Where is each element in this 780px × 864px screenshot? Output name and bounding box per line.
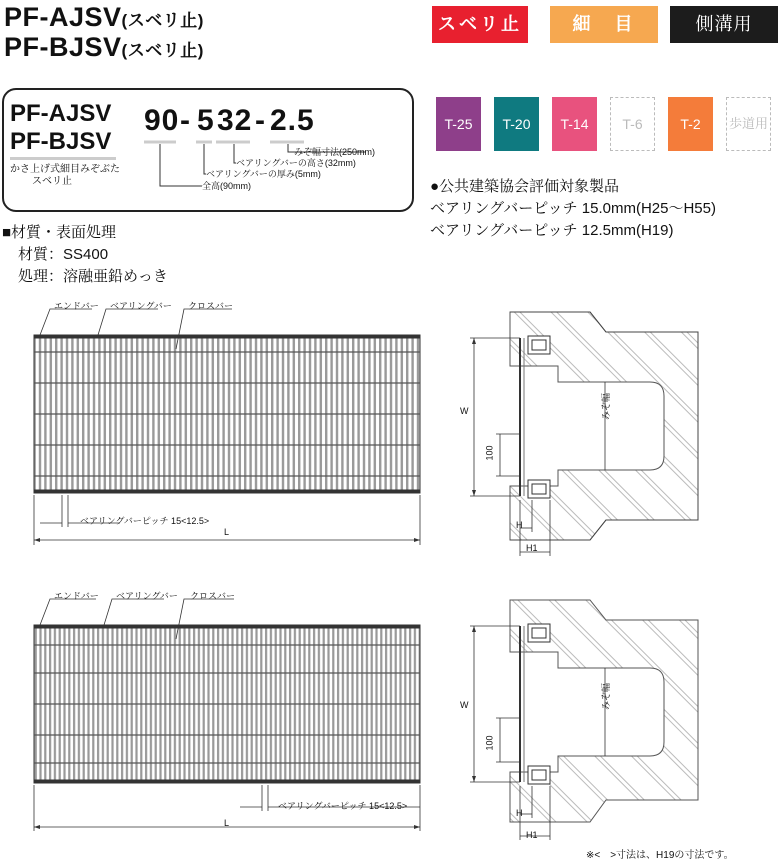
section1-width-label: W — [460, 406, 469, 416]
material-finish: 処理：溶融亜鉛めっき — [18, 268, 168, 285]
plan1-bearing-bar-label: ベアリングバー — [110, 301, 172, 311]
code-label-total: 全高(90mm) — [202, 181, 251, 191]
code-dash-1: - — [180, 104, 191, 137]
info-pitch-15: ベアリングバーピッチ 15.0mm(H25～H55) — [430, 200, 716, 217]
plan-view-2 — [0, 585, 440, 835]
plan-view-1 — [0, 295, 440, 555]
section1-100-label: 100 — [484, 445, 495, 461]
info-certified: ●公共建築協会評価対象製品 — [430, 178, 620, 195]
load-badge-t25: T-25 — [436, 97, 481, 151]
plan1-length-label: L — [224, 527, 230, 537]
plan1-pitch-label: ベアリングバーピッチ 15<12.5> — [80, 516, 210, 526]
material-grade: 材質：SS400 — [18, 246, 109, 263]
plan1-cross-bar-label: クロスバー — [188, 301, 234, 311]
plan2-pitch-label: ベアリングバーピッチ 15<12.5> — [278, 801, 408, 811]
plan2-cross-bar-label: クロスバー — [190, 591, 236, 601]
plan2-end-bar-label: エンドバー — [54, 591, 99, 601]
code-box — [2, 88, 414, 212]
load-badge-t14: T-14 — [552, 97, 597, 151]
section2-100-label: 100 — [484, 735, 495, 751]
load-badge-t20: T-20 — [494, 97, 539, 151]
title-model-a: PF-AJSV — [4, 2, 122, 32]
code-label-width: みぞ幅寸法(250mm) — [294, 147, 376, 157]
title-line-2 — [4, 32, 204, 66]
code-total-height: 90 — [144, 104, 180, 137]
section1-groove-label: みぞ幅 — [601, 392, 612, 421]
section1-h1-label: H1 — [526, 543, 538, 553]
material-heading: ■材質・表面処理 — [2, 224, 117, 241]
section2-width-label: W — [460, 700, 469, 710]
section-view-1 — [440, 300, 780, 568]
code-dash-2: - — [255, 104, 266, 137]
section-view-2 — [440, 590, 780, 848]
section2-groove-label: みぞ幅 — [601, 682, 612, 711]
footnote: ※< >寸法は、H19の寸法です。 — [586, 850, 734, 861]
code-bar-height: 32 — [217, 104, 253, 137]
title-line-1 — [4, 2, 204, 36]
load-badge-sidewalk: 歩道用 — [726, 97, 771, 151]
section1-h-label: H — [516, 520, 523, 530]
code-model-b: PF-BJSV — [10, 128, 112, 155]
title-model-b: PF-BJSV — [4, 32, 122, 62]
code-caption-2: スベリ止 — [32, 176, 72, 187]
plan2-length-label: L — [224, 818, 230, 828]
section2-h-label: H — [516, 808, 523, 818]
info-pitch-125: ベアリングバーピッチ 12.5mm(H19) — [430, 222, 674, 239]
code-label-bar-height: ベアリングバーの高さ(32mm) — [236, 158, 356, 168]
slip-badge: スベリ止 — [432, 6, 528, 43]
section2-h1-label: H1 — [526, 830, 538, 840]
load-badge-t6: T-6 — [610, 97, 655, 151]
title-suffix-b: (スベリ止) — [121, 41, 204, 60]
fine-badge: 細 目 — [550, 6, 658, 43]
code-model-a: PF-AJSV — [10, 100, 112, 127]
code-label-thickness: ベアリングバーの厚み(5mm) — [206, 169, 321, 179]
plan1-end-bar-label: エンドバー — [54, 301, 99, 311]
code-thickness: 5 — [197, 104, 215, 137]
load-badge-t2: T-2 — [668, 97, 713, 151]
code-width: 2.5 — [270, 104, 315, 137]
plan2-bearing-bar-label: ベアリングバー — [116, 591, 178, 601]
title-suffix-a: (スベリ止) — [121, 11, 204, 30]
code-caption-1: かさ上げ式細目みぞぶた — [10, 164, 120, 175]
side-ditch-badge: 側溝用 — [670, 6, 778, 43]
